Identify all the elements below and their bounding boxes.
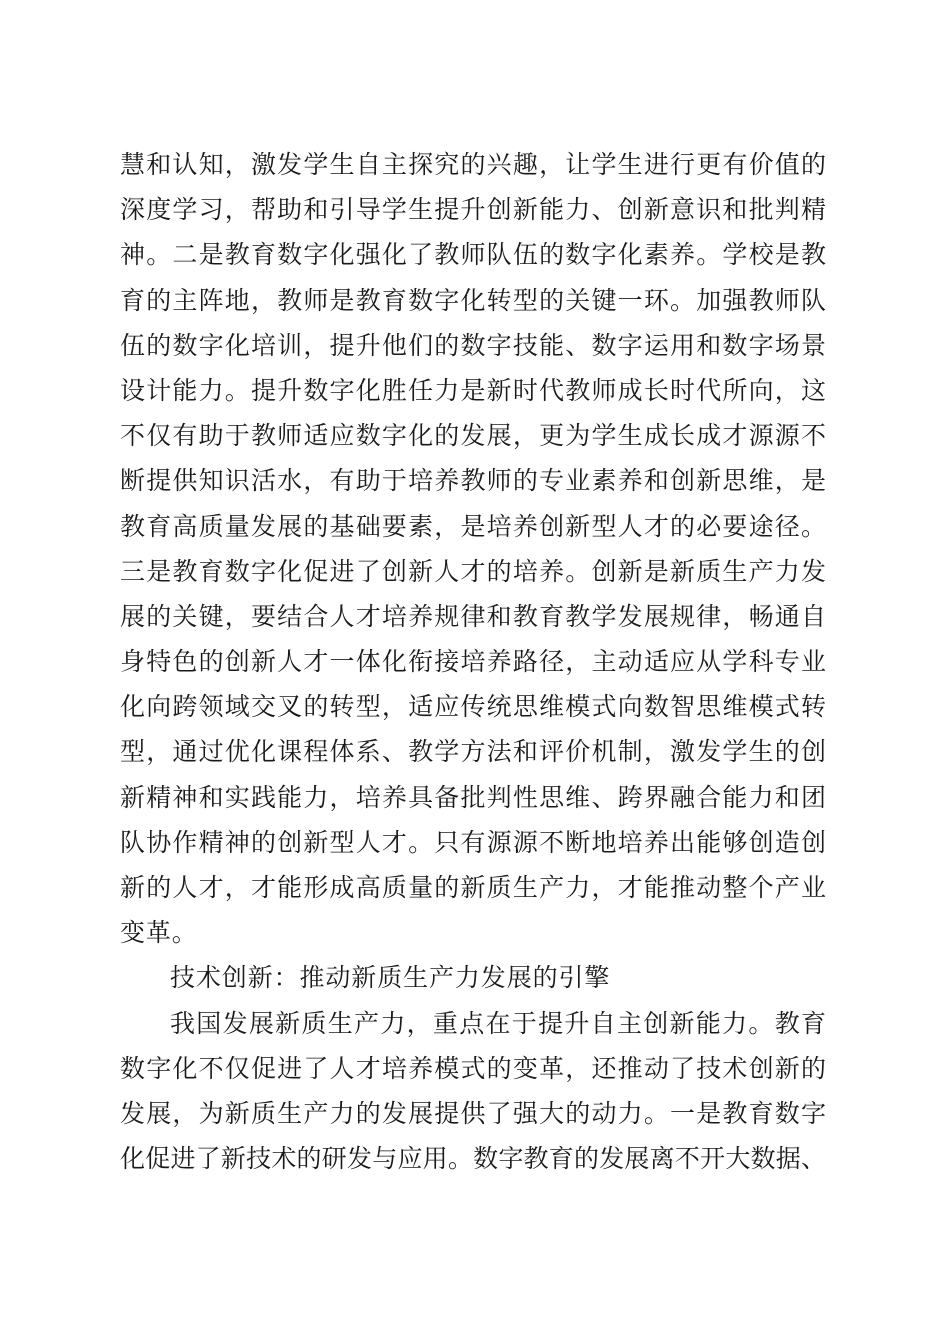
text-line: 新精神和实践能力，培养具备批判性思维、跨界融合能力和团 — [120, 782, 826, 812]
text-line: 化促进了新技术的研发与应用。数字教育的发展离不开大数据、 — [120, 1144, 826, 1174]
text-line: 型，通过优化课程体系、教学方法和评价机制，激发学生的创 — [120, 737, 826, 767]
text-line: 发展，为新质生产力的发展提供了强大的动力。一是教育数字 — [120, 1098, 826, 1128]
text-line: 设计能力。提升数字化胜任力是新时代教师成长时代所向，这 — [120, 375, 826, 405]
text-line: 深度学习，帮助和引导学生提升创新能力、创新意识和批判精 — [120, 195, 826, 225]
text-line: 化向跨领域交叉的转型，适应传统思维模式向数智思维模式转 — [120, 692, 826, 722]
text-line: 神。二是教育数字化强化了教师队伍的数字化素养。学校是教 — [120, 240, 826, 270]
text-line: 我国发展新质生产力，重点在于提升自主创新能力。教育 — [170, 1008, 826, 1038]
text-line: 变革。 — [120, 918, 198, 948]
text-line: 断提供知识活水，有助于培养教师的专业素养和创新思维，是 — [120, 466, 826, 496]
text-line: 身特色的创新人才一体化衔接培养路径，主动适应从学科专业 — [120, 647, 826, 677]
text-line: 不仅有助于教师适应数字化的发展，更为学生成长成才源源不 — [120, 421, 826, 451]
text-line: 育的主阵地，教师是教育数字化转型的关键一环。加强教师队 — [120, 285, 826, 315]
section-heading: 技术创新：推动新质生产力发展的引擎 — [170, 963, 611, 993]
text-line: 三是教育数字化促进了创新人才的培养。创新是新质生产力发 — [120, 556, 826, 586]
text-line: 伍的数字化培训，提升他们的数字技能、数字运用和数字场景 — [120, 330, 826, 360]
text-line: 教育高质量发展的基础要素，是培养创新型人才的必要途径。 — [120, 511, 826, 541]
text-line: 展的关键，要结合人才培养规律和教育教学发展规律，畅通自 — [120, 601, 826, 631]
text-line: 新的人才，才能形成高质量的新质生产力，才能推动整个产业 — [120, 873, 826, 902]
text-line: 数字化不仅促进了人才培养模式的变革，还推动了技术创新的 — [120, 1053, 826, 1083]
document-body — [120, 142, 826, 1181]
text-line: 慧和认知，激发学生自主探究的兴趣，让学生进行更有价值的 — [120, 150, 826, 179]
text-line: 队协作精神的创新型人才。只有源源不断地培养出能够创造创 — [120, 827, 826, 857]
